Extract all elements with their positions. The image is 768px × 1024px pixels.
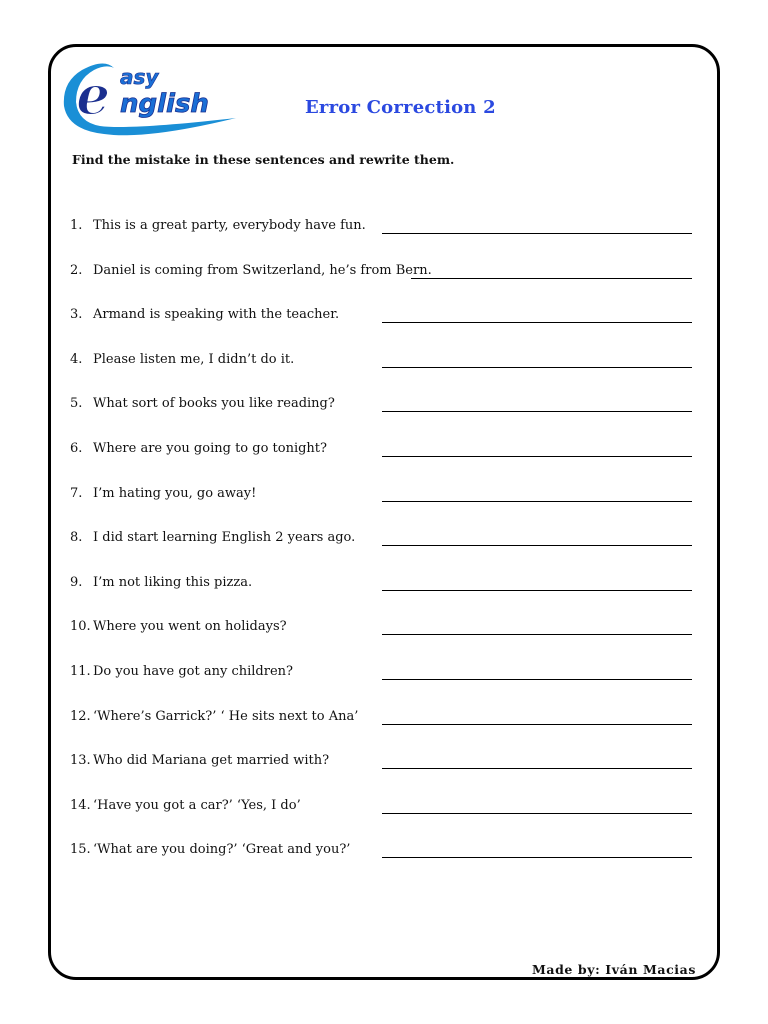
item-number: 8. (70, 530, 83, 546)
answer-line[interactable] (382, 590, 692, 591)
answer-line[interactable] (382, 813, 692, 814)
item-sentence: This is a great party, everybody have fun. (93, 218, 366, 233)
item-number: 3. (70, 307, 83, 323)
easy-english-logo (60, 56, 246, 136)
item-number: 12. (70, 708, 91, 724)
author-credit: Made by: Iván Macias (531, 962, 696, 977)
answer-line[interactable] (382, 233, 692, 234)
answer-line[interactable] (382, 456, 692, 457)
exercise-item (70, 352, 692, 397)
exercise-item (70, 530, 692, 575)
exercise-item (70, 575, 692, 620)
item-sentence: ‘What are you doing?’ ‘Great and you?’ (93, 842, 351, 858)
item-number: 1. (70, 218, 83, 233)
item-sentence: ‘Where’s Garrick?’ ‘ He sits next to Ana’ (93, 708, 359, 724)
item-sentence: I’m hating you, go away! (93, 485, 257, 501)
exercise-item (70, 218, 692, 263)
item-sentence: Armand is speaking with the teacher. (93, 307, 340, 323)
item-sentence: Who did Mariana get married with? (93, 753, 330, 769)
item-number: 4. (70, 351, 83, 367)
instruction-text: Find the mistake in these sentences and rewrite them. (72, 152, 455, 167)
exercise-item (70, 307, 692, 352)
exercise-item (70, 842, 692, 887)
item-sentence: I did start learning English 2 years ago. (93, 530, 356, 546)
item-number: 7. (70, 485, 83, 501)
answer-line[interactable] (382, 857, 692, 858)
answer-line[interactable] (382, 768, 692, 769)
exercise-item (70, 709, 692, 754)
svg-text:e: e (76, 63, 111, 127)
item-sentence: Please listen me, I didn’t do it. (93, 351, 295, 367)
answer-line[interactable] (382, 411, 692, 412)
item-number: 13. (70, 753, 91, 769)
item-sentence: ‘Have you got a car?’ ‘Yes, I do’ (93, 797, 301, 813)
answer-line[interactable] (382, 634, 692, 635)
item-number: 10. (70, 619, 91, 635)
answer-line[interactable] (382, 724, 692, 725)
item-number: 2. (70, 262, 83, 278)
item-sentence: I’m not liking this pizza. (93, 574, 253, 590)
exercise-list (70, 218, 692, 887)
exercise-item (70, 396, 692, 441)
exercise-item (70, 263, 692, 308)
item-number: 6. (70, 440, 83, 456)
item-number: 9. (70, 574, 83, 590)
item-number: 15. (70, 842, 91, 858)
answer-line[interactable] (382, 501, 692, 502)
exercise-item (70, 664, 692, 709)
item-sentence: What sort of books you like reading? (93, 396, 335, 412)
item-number: 14. (70, 797, 91, 813)
answer-line[interactable] (382, 367, 692, 368)
item-sentence: Where you went on holidays? (93, 619, 287, 635)
answer-line[interactable] (382, 322, 692, 323)
exercise-item (70, 441, 692, 486)
logo-word-easy: asy (120, 65, 159, 89)
answer-line[interactable] (382, 545, 692, 546)
exercise-item (70, 753, 692, 798)
page-title: Error Correction 2 (305, 97, 496, 118)
exercise-item (70, 798, 692, 843)
logo-word-english: nglish (120, 89, 209, 119)
item-number: 11. (70, 663, 91, 679)
item-sentence: Daniel is coming from Switzerland, he’s from Bern. (93, 262, 432, 278)
item-sentence: Where are you going to go tonight? (93, 440, 327, 456)
item-sentence: Do you have got any children? (93, 663, 293, 679)
answer-line[interactable] (382, 679, 692, 680)
exercise-item (70, 619, 692, 664)
exercise-item (70, 486, 692, 531)
answer-line[interactable] (411, 278, 692, 279)
item-number: 5. (70, 396, 83, 412)
